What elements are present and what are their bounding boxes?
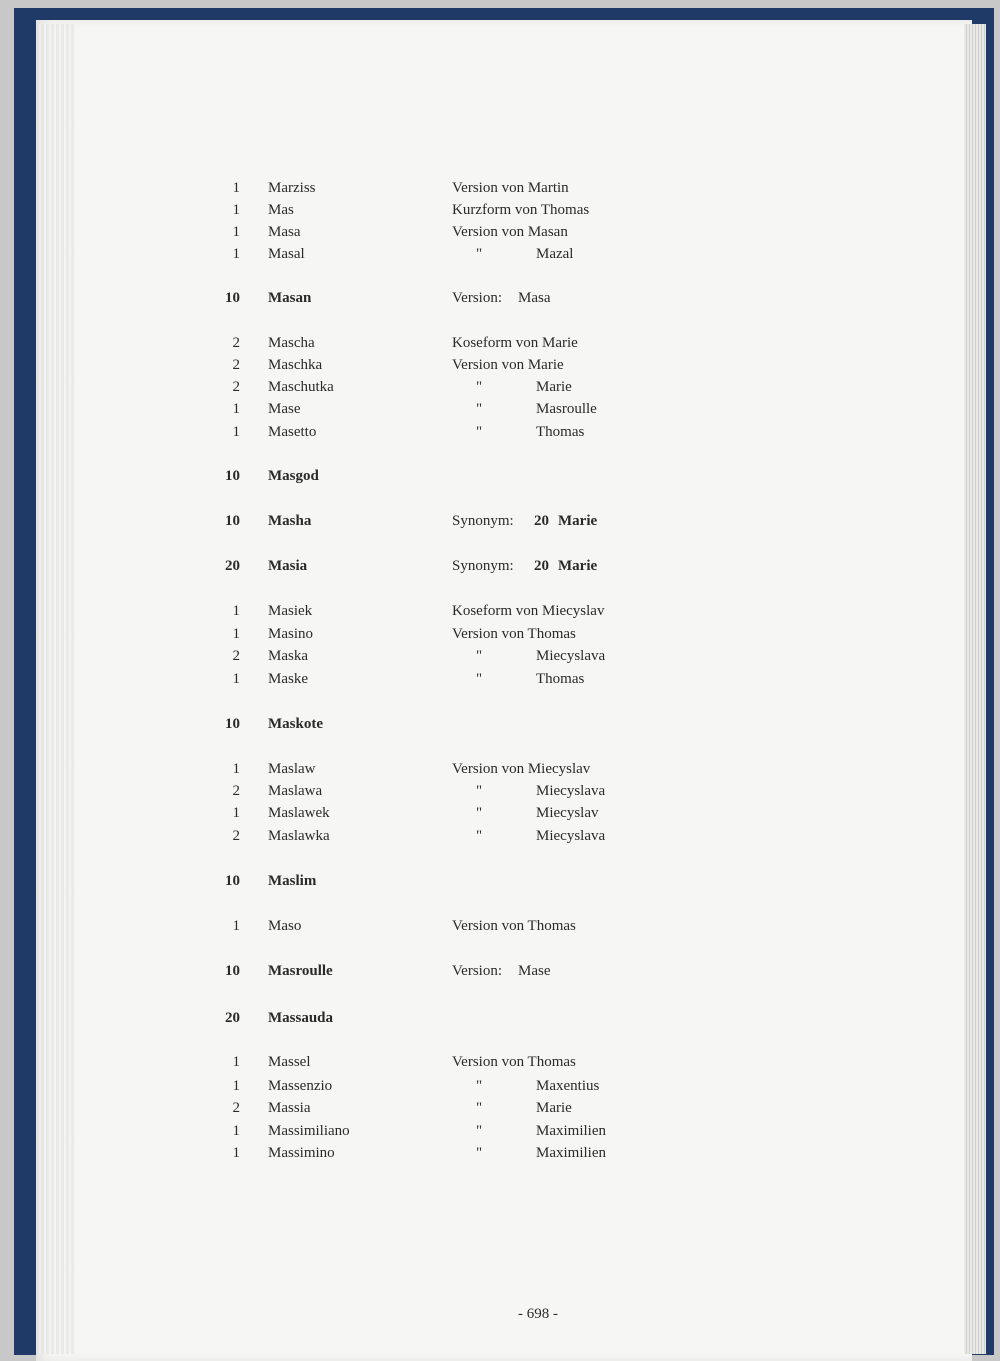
entry-description: Version von Thomas <box>452 1054 576 1070</box>
entry-description: " <box>476 1078 483 1094</box>
entry-number: 20 <box>225 558 240 574</box>
entry-description: Version von Miecyslav <box>452 761 591 777</box>
entry-reference: Masa <box>518 290 551 306</box>
entry-name: Massia <box>268 1100 311 1116</box>
entry-name: Masia <box>268 558 308 574</box>
entry-number: 1 <box>232 1054 240 1070</box>
entry-description: Kurzform von Thomas <box>452 202 590 218</box>
entry-name: Massimino <box>268 1145 335 1161</box>
entry-name: Maslawa <box>268 783 323 799</box>
entry-name: Mase <box>268 401 301 417</box>
page-number <box>0 1303 1000 1325</box>
entry-number: 1 <box>232 1078 240 1094</box>
entry-number: 1 <box>232 671 240 687</box>
entry-reference: Mazal <box>536 246 574 262</box>
entry-name: Maslawek <box>268 805 330 821</box>
entry-name: Marziss <box>268 180 316 196</box>
entry-name: Maslaw <box>268 761 316 777</box>
entry-number: 10 <box>225 290 240 306</box>
entry-description: Version: <box>452 290 502 306</box>
entry-number: 1 <box>232 1145 240 1161</box>
entry-description: Version: <box>452 963 502 979</box>
entry-description: " <box>476 379 483 395</box>
entry-description: " <box>476 424 483 440</box>
entry-number: 2 <box>232 379 240 395</box>
entry-name: Maskote <box>268 716 323 732</box>
entry-description: Version von Thomas <box>452 918 576 934</box>
entry-name: Maschka <box>268 357 323 373</box>
entry-number: 10 <box>225 513 240 529</box>
entry-name: Masetto <box>268 424 317 440</box>
entry-reference: Mase <box>518 963 551 979</box>
entry-name: Maske <box>268 671 308 687</box>
entry-name: Masa <box>268 224 301 240</box>
entry-number: 1 <box>232 180 240 196</box>
entry-reference: Marie <box>536 379 572 395</box>
entry-number: 2 <box>232 335 240 351</box>
entry-reference: Marie <box>536 1100 572 1116</box>
entry-name: Masino <box>268 626 313 642</box>
entry-number: 1 <box>232 401 240 417</box>
entry-number: 1 <box>232 1123 240 1139</box>
entry-reference: Miecyslav <box>536 805 599 821</box>
entry-name: Masroulle <box>268 963 333 979</box>
entry-number: 1 <box>232 603 240 619</box>
entry-name: Maschutka <box>268 379 334 395</box>
entry-description: Version von Thomas <box>452 626 576 642</box>
entry-name: Mas <box>268 202 294 218</box>
entry-name: Mascha <box>268 335 315 351</box>
entry-number: 1 <box>232 626 240 642</box>
entry-reference: Miecyslava <box>536 828 606 844</box>
entry-description: Synonym: <box>452 558 514 574</box>
entry-name: Massenzio <box>268 1078 333 1094</box>
entry-name: Massel <box>268 1054 311 1070</box>
page-edge-left <box>36 24 76 1354</box>
page-edge-right <box>964 24 986 1354</box>
entry-number: 2 <box>232 357 240 373</box>
entry-name: Massauda <box>268 1010 334 1026</box>
entry-reference: Miecyslava <box>536 648 606 664</box>
entry-description: Synonym: <box>452 513 514 529</box>
entry-number: 1 <box>232 224 240 240</box>
entry-description: " <box>476 1145 483 1161</box>
entry-number: 2 <box>232 1100 240 1116</box>
entry-reference-name: Marie <box>558 558 598 574</box>
entry-reference: Thomas <box>536 424 585 440</box>
entry-description: Koseform von Marie <box>452 335 578 351</box>
entry-name: Masgod <box>268 468 319 484</box>
entry-number: 2 <box>232 648 240 664</box>
entry-number: 1 <box>232 918 240 934</box>
entry-name: Maslim <box>268 873 317 889</box>
entry-reference: Thomas <box>536 671 585 687</box>
entry-number: 10 <box>225 716 240 732</box>
entry-name: Massimiliano <box>268 1123 350 1139</box>
entry-description: " <box>476 783 483 799</box>
entry-number: 1 <box>232 805 240 821</box>
entry-number: 10 <box>225 963 240 979</box>
entry-name: Maska <box>268 648 308 664</box>
entry-description: " <box>476 1123 483 1139</box>
entry-description: Koseform von Miecyslav <box>452 603 605 619</box>
entry-description: " <box>476 401 483 417</box>
entry-number: 1 <box>232 202 240 218</box>
entry-reference-name: Marie <box>558 513 598 529</box>
entry-reference: Miecyslava <box>536 783 606 799</box>
entry-number: 1 <box>232 761 240 777</box>
entry-reference-number: 20 <box>534 558 549 574</box>
entry-number: 1 <box>232 424 240 440</box>
entry-reference: Maxentius <box>536 1078 600 1094</box>
entry-description: Version von Martin <box>452 180 569 196</box>
entry-reference: Maximilien <box>536 1123 606 1139</box>
entry-description: Version von Marie <box>452 357 564 373</box>
entry-name: Maso <box>268 918 302 934</box>
entry-number: 10 <box>225 873 240 889</box>
entry-description: " <box>476 246 483 262</box>
entry-description: " <box>476 671 483 687</box>
entry-description: Version von Masan <box>452 224 568 240</box>
entry-number: 1 <box>232 246 240 262</box>
entry-number: 20 <box>225 1010 240 1026</box>
entry-reference-number: 20 <box>534 513 549 529</box>
entry-reference: Maximilien <box>536 1145 606 1161</box>
entry-name: Masha <box>268 513 312 529</box>
entry-name: Masan <box>268 290 312 306</box>
entry-description: " <box>476 648 483 664</box>
entry-name: Maslawka <box>268 828 330 844</box>
entry-reference: Masroulle <box>536 401 597 417</box>
page-number-text: - 698 - <box>518 1306 558 1322</box>
entry-description: " <box>476 1100 483 1116</box>
entry-number: 10 <box>225 468 240 484</box>
entry-name: Masiek <box>268 603 313 619</box>
entry-number: 2 <box>232 783 240 799</box>
entry-name: Masal <box>268 246 305 262</box>
entry-description: " <box>476 805 483 821</box>
entry-description: " <box>476 828 483 844</box>
entry-number: 2 <box>232 828 240 844</box>
